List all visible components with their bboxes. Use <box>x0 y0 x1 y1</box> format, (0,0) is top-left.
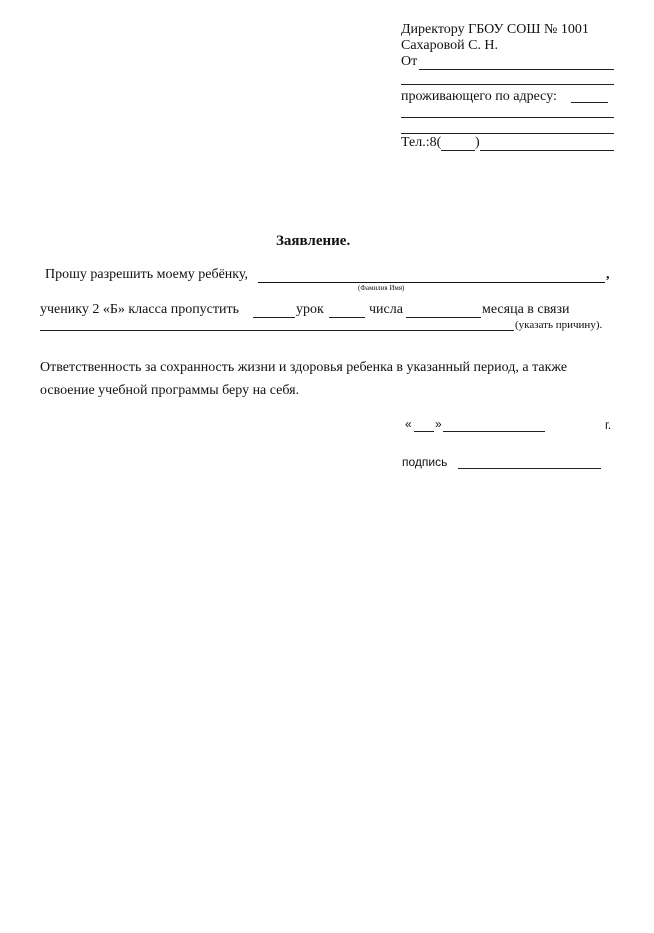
day-label: числа <box>369 302 403 317</box>
document-title: Заявление. <box>276 233 351 249</box>
name-hint: (Фамилия Имя) <box>358 284 405 292</box>
date-open-quote: « <box>405 417 412 431</box>
phone-close-paren: ) <box>475 135 480 150</box>
reason-field[interactable] <box>40 330 514 331</box>
address-field-line-2[interactable] <box>401 117 614 118</box>
responsibility-line-2: освоение учебной программы беру на себя. <box>40 383 300 398</box>
phone-label: Тел.:8( <box>401 135 442 150</box>
from-field[interactable] <box>419 69 614 70</box>
request-text: Прошу разрешить моему ребёнку, <box>45 267 248 282</box>
address-label: проживающего по адресу: <box>401 89 557 104</box>
day-field[interactable] <box>329 317 365 318</box>
address-field[interactable] <box>571 102 608 103</box>
date-day-field[interactable] <box>414 431 434 432</box>
responsibility-line-1: Ответственность за сохранность жизни и здоровья ребенка в указанный период, а также <box>40 360 568 375</box>
from-label: От <box>401 54 418 69</box>
request-comma: , <box>606 267 610 282</box>
signature-label: подпись <box>402 455 448 469</box>
from-field-line-2[interactable] <box>401 84 614 85</box>
month-label: месяца в связи <box>482 302 570 317</box>
year-label: г. <box>605 418 612 432</box>
address-field-line-3[interactable] <box>401 133 614 134</box>
phone-number-field[interactable] <box>480 150 614 151</box>
month-field[interactable] <box>406 317 481 318</box>
child-name-field[interactable] <box>258 282 605 283</box>
addressee-line-1: Директору ГБОУ СОШ № 1001 <box>401 22 589 37</box>
lesson-count-field[interactable] <box>253 317 295 318</box>
student-text: ученику 2 «Б» класса пропустить <box>40 302 240 317</box>
phone-area-code-field[interactable] <box>441 150 475 151</box>
date-close-quote: » <box>435 417 442 431</box>
lesson-label: урок <box>296 302 324 317</box>
signature-field[interactable] <box>458 468 601 469</box>
date-month-field[interactable] <box>443 431 545 432</box>
reason-hint: (указать причину). <box>515 319 603 331</box>
addressee-line-2: Сахаровой С. Н. <box>401 38 499 53</box>
